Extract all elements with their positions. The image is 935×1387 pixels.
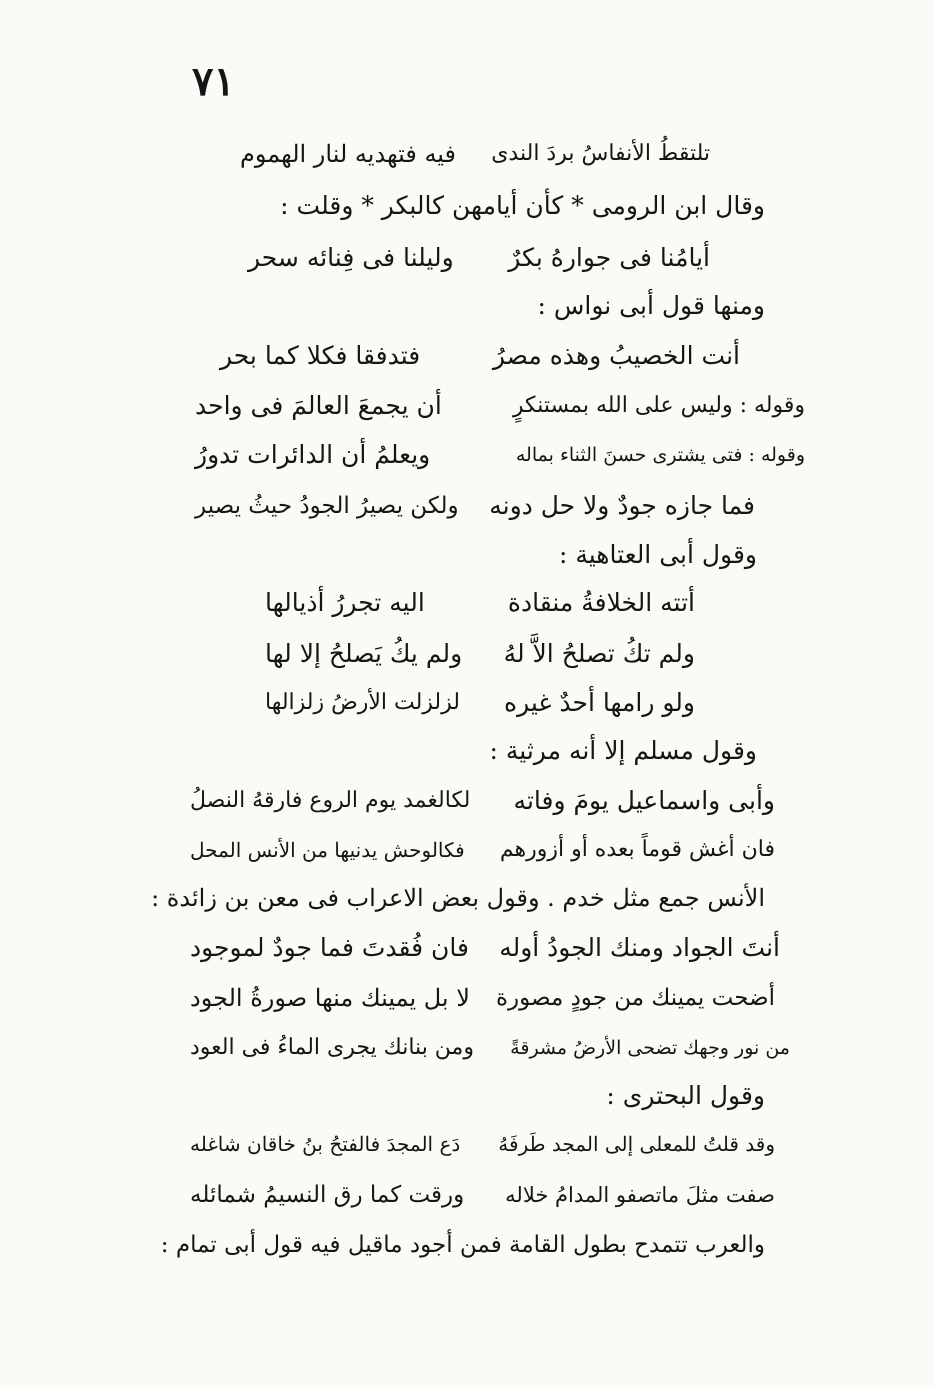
prose-line: الأنس جمع مثل خدم . وقول بعض الاعراب فى معن بن زائدة : [151, 884, 765, 912]
hemistich-first: أنت الخصيبُ وهذه مصرُ [492, 341, 740, 370]
prose-line: ومنها قول أبى نواس : [537, 291, 765, 320]
hemistich-second: فتدفقا فكلا كما بحر [220, 341, 421, 370]
hemistich-second: ورقت كما رق النسيمُ شمائله [190, 1182, 465, 1208]
hemistich-second: فكالوحش يدنيها من الأنس المحل [190, 838, 465, 862]
prose-line: وقول أبى العتاهية : [558, 540, 757, 569]
hemistich-second: لكالغمد يوم الروع فارقهُ النصلُ [190, 788, 471, 813]
hemistich-first: أتته الخلافةُ منقادة [507, 588, 695, 617]
hemistich-first: فان أغش قوماً بعده أو أزورهم [499, 837, 775, 862]
hemistich-second: دَع المجدَ فالفتحُ بنُ خاقان شاغله [190, 1132, 461, 1156]
hemistich-first: ولم تكُ تصلحُ الاَّ لهُ [503, 639, 695, 668]
hemistich-first: وقوله : وليس على الله بمستنكرٍ [512, 393, 805, 418]
hemistich-first: وقوله : فتى يشترى حسنَ الثناء بماله [515, 444, 805, 466]
hemistich-first: صفت مثلَ ماتصفو المدامُ خلاله [505, 1183, 775, 1207]
hemistich-first: أنتَ الجواد ومنك الجودُ أوله [499, 933, 780, 962]
hemistich-first: وأبى واسماعيل يومَ وفاته [513, 786, 775, 815]
hemistich-first: تلتقطُ الأنفاسُ بردَ الندى [491, 141, 710, 166]
hemistich-second: لزلزلت الأرضُ زلزالها [265, 690, 460, 715]
prose-line: وقول البحترى : [606, 1081, 765, 1110]
hemistich-second: ومن بنانك يجرى الماءُ فى العود [190, 1035, 474, 1060]
hemistich-second: اليه تجررُ أذيالها [265, 588, 425, 617]
page-number: ٧١ [192, 58, 235, 105]
hemistich-first: من نور وجهك تضحى الأرضُ مشرقةً [510, 1037, 790, 1059]
hemistich-first: أيامُنا فى جوارهُ بكرٌ [508, 243, 710, 272]
hemistich-second: فان فُقدتَ فما جودٌ لموجود [190, 933, 469, 962]
prose-line: والعرب تتمدح بطول القامة فمن أجود ماقيل فيه قول أبى تمام : [160, 1232, 765, 1258]
hemistich-first: فما جازه جودٌ ولا حل دونه [489, 491, 755, 520]
hemistich-second: فيه فتهديه لنار الهموم [240, 140, 457, 168]
hemistich-first: أضحت يمينك من جودٍ مصورة [495, 985, 775, 1011]
prose-line: وقال ابن الرومى * كأن أيامهن كالبكر * وقلت : [280, 191, 765, 220]
hemistich-second: ولم يكُ يَصلحُ إلا لها [265, 639, 463, 668]
hemistich-second: ولكن يصيرُ الجودُ حيثُ يصير [195, 493, 459, 519]
hemistich-second: لا بل يمينك منها صورةُ الجود [190, 984, 470, 1012]
hemistich-second: أن يجمعَ العالمَ فى واحد [195, 391, 442, 420]
hemistich-second: ويعلمُ أن الدائرات تدورُ [195, 440, 431, 469]
prose-line: وقول مسلم إلا أنه مرثية : [489, 736, 757, 765]
hemistich-first: وقد قلتُ للمعلى إلى المجد طَرفَهُ [498, 1132, 775, 1156]
hemistich-first: ولو رامها أحدٌ غيره [503, 688, 695, 717]
hemistich-second: وليلنا فى فِنائه سحر [248, 243, 454, 272]
